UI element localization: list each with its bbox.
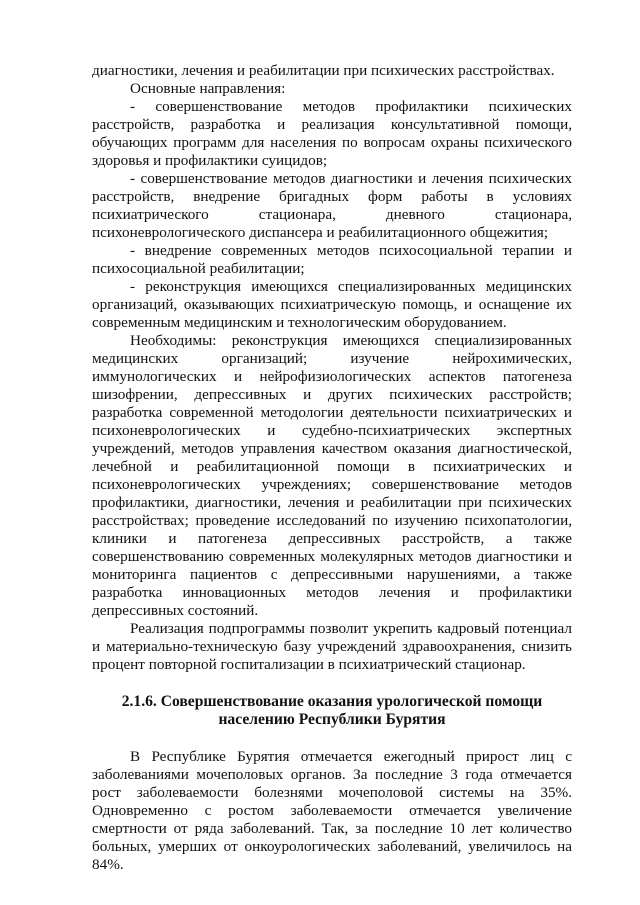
list-item-line: - совершенствование методов диагностики и лечения психических [130, 170, 572, 187]
text-line: психосоциальной реабилитации; [92, 260, 305, 277]
text-line: мониторинга пациентов с депрессивными нарушениями, а также [92, 566, 572, 583]
text-line: депрессивных состояний. [92, 602, 259, 619]
text-line: лечебной и реабилитационной помощи в психиатрических и [92, 458, 572, 475]
text-line: психоневрологического диспансера и реабилитационного общежития; [92, 224, 549, 241]
text-line: шизофрении, депрессивных и других психических расстройств; [92, 386, 572, 403]
text-line: учреждений, методов управления качеством оказания диагностической, [92, 440, 572, 457]
text-line: Необходимы: реконструкция имеющихся специализированных [130, 332, 572, 349]
text-line: здоровья и профилактики суицидов; [92, 152, 328, 169]
text-line: и материально-техническую базу учреждений здравоохранения, снизить [92, 638, 572, 655]
text-line: психоневрологических учреждениях; совершенствование методов [92, 476, 572, 493]
section-heading: 2.1.6. Совершенствование оказания урологической помощи [121, 693, 543, 710]
text-line: современным медицинским и технологическим оборудованием. [92, 314, 507, 331]
text-line: В Республике Бурятия отмечается ежегодный прирост лиц с [130, 748, 572, 765]
text-line: клиники и патогенеза депрессивных расстройств, а также [92, 530, 572, 547]
text-line: Одновременно с ростом заболеваемости отмечается увеличение [92, 802, 572, 819]
text-line: разработка современной методологии деятельности психиатрических и [92, 404, 572, 421]
text-line: медицинских организаций; изучение нейрохимических, [92, 350, 572, 367]
section-heading: населению Республики Бурятия [218, 711, 446, 728]
text-line: Основные направления: [130, 80, 286, 97]
text-line: обучающих программ для населения по вопросам охраны психического [92, 134, 572, 151]
text-line: рост заболеваемости болезнями мочеполовой системы на 35%. [92, 784, 572, 801]
text-line: разработка инновационных методов лечения и профилактики [92, 584, 572, 601]
text-line: процент повторной госпитализации в психиатрический стационар. [92, 656, 526, 673]
text-line: расстройствах; проведение исследований по изучению психопатологии, [92, 512, 572, 529]
text-line: смертности от ряда заболеваний. Так, за последние 10 лет количество [92, 820, 572, 837]
text-line: профилактики, диагностики, лечения и реабилитации при психических [92, 494, 572, 511]
list-item-line: - внедрение современных методов психосоциальной терапии и [130, 242, 572, 259]
text-line: больных, умерших от онкоурологических заболеваний, увеличилось на [92, 838, 572, 855]
text-line: диагностики, лечения и реабилитации при психических расстройствах. [92, 62, 555, 79]
text-line: расстройств, разработка и реализация консультативной помощи, [92, 116, 572, 133]
text-line: иммунологических и нейрофизиологических аспектов патогенеза [92, 368, 572, 385]
text-line: психиатрического стационара, дневного стационара, [92, 206, 572, 223]
list-item-line: - совершенствование методов профилактики психических [130, 98, 572, 115]
text-line: Реализация подпрограммы позволит укрепить кадровый потенциал [130, 620, 572, 637]
list-item-line: - реконструкция имеющихся специализированных медицинских [130, 278, 572, 295]
text-line: психоневрологических и судебно-психиатрических экспертных [92, 422, 572, 439]
text-line: организаций, оказывающих психиатрическую помощь, и оснащение их [92, 296, 572, 313]
text-line: заболеваниями мочеполовых органов. За последние 3 года отмечается [92, 766, 572, 783]
text-line: 84%. [92, 856, 124, 873]
text-line: совершенствованию современных молекулярных методов диагностики и [92, 548, 572, 565]
text-line: расстройств, внедрение бригадных форм работы в условиях [92, 188, 572, 205]
